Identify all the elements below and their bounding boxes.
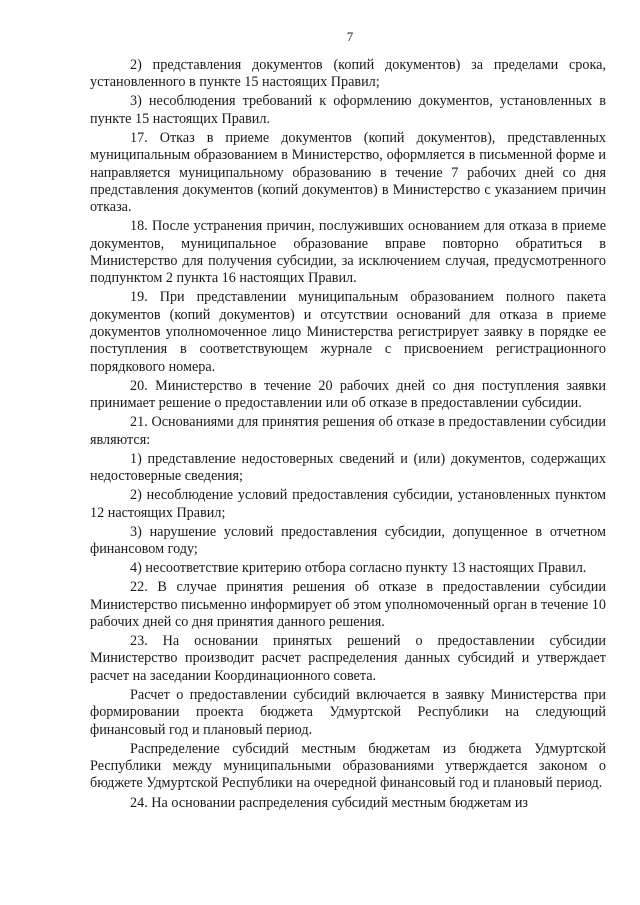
page-number: 7: [346, 29, 354, 44]
paragraph-23-calculation: Расчет о предоставлении субсидий включается в заявку Министерства при формировании проекта бюджета Удмуртской Республики на следующий финансовый год и плановый период.: [90, 686, 606, 738]
paragraph-18: 18. После устранения причин, послуживших основанием для отказа в приеме документов, муниципальное образование вправе повторно обратиться в Министерство для получения субсидии, за исключением случая, предусмотренного подпунктом 2 пункта 16 настоящих Правил.: [90, 218, 606, 287]
paragraph-17: 17. Отказ в приеме документов (копий документов), представленных муниципальным образованием в Министерство, оформляется в письменной форме и направляется муниципальному образованию в течение 7 рабочих дней со дня представления документов (копий документов) в Министерство с указанием причин отказа.: [90, 129, 606, 216]
paragraph-21-item-2: 2) несоблюдение условий предоставления субсидии, установленных пунктом 12 настоящих Правил;: [90, 487, 606, 521]
paragraph-21: 21. Основаниями для принятия решения об отказе в предоставлении субсидии являются:: [90, 414, 606, 448]
paragraph-20: 20. Министерство в течение 20 рабочих дней со дня поступления заявки принимает решение о предоставлении или об отказе в предоставлении субсидии.: [90, 377, 606, 412]
paragraph-19: 19. При представлении муниципальным образованием полного пакета документов (копий документов) и отсутствии оснований для отказа в приеме документов уполномоченное лицо Министерства регистрирует заявку в порядке ее поступления в соответствующем журнале с присвоением регистрационного порядкового номера.: [90, 289, 606, 375]
paragraph-23: 23. На основании принятых решений о предоставлении субсидии Министерство производит расчет распределения данных субсидий и утверждает расчет на заседании Координационного совета.: [90, 633, 606, 684]
paragraph-21-item-3: 3) нарушение условий предоставления субсидии, допущенное в отчетном финансовом году;: [90, 523, 606, 558]
paragraph-21-item-1: 1) представление недостоверных сведений и (или) документов, содержащих недостоверные сведения;: [90, 450, 606, 485]
paragraph-24: 24. На основании распределения субсидий местным бюджетам из: [130, 794, 529, 811]
paragraph-item-3-formatting: 3) несоблюдения требований к оформлению документов, установленных в пункте 15 настоящих Правил.: [90, 93, 606, 127]
document-body: [90, 57, 606, 814]
paragraph-22: 22. В случае принятия решения об отказе в предоставлении субсидии Министерство письменно информирует об этом уполномоченный орган в течение 10 рабочих дней со дня принятия данного решения.: [90, 579, 606, 630]
paragraph-21-item-4: 4) несоответствие критерию отбора согласно пункту 13 настоящих Правил.: [130, 560, 587, 577]
paragraph-23-distribution: Распределение субсидий местным бюджетам из бюджета Удмуртской Республики между муниципальными образованиями утверждается законом о бюджете Удмуртской Республики на очередной финансовый год и плановый период.: [90, 740, 606, 792]
paragraph-item-2-late-submission: 2) представления документов (копий документов) за пределами срока, установленного в пункте 15 настоящих Правил;: [90, 57, 606, 91]
